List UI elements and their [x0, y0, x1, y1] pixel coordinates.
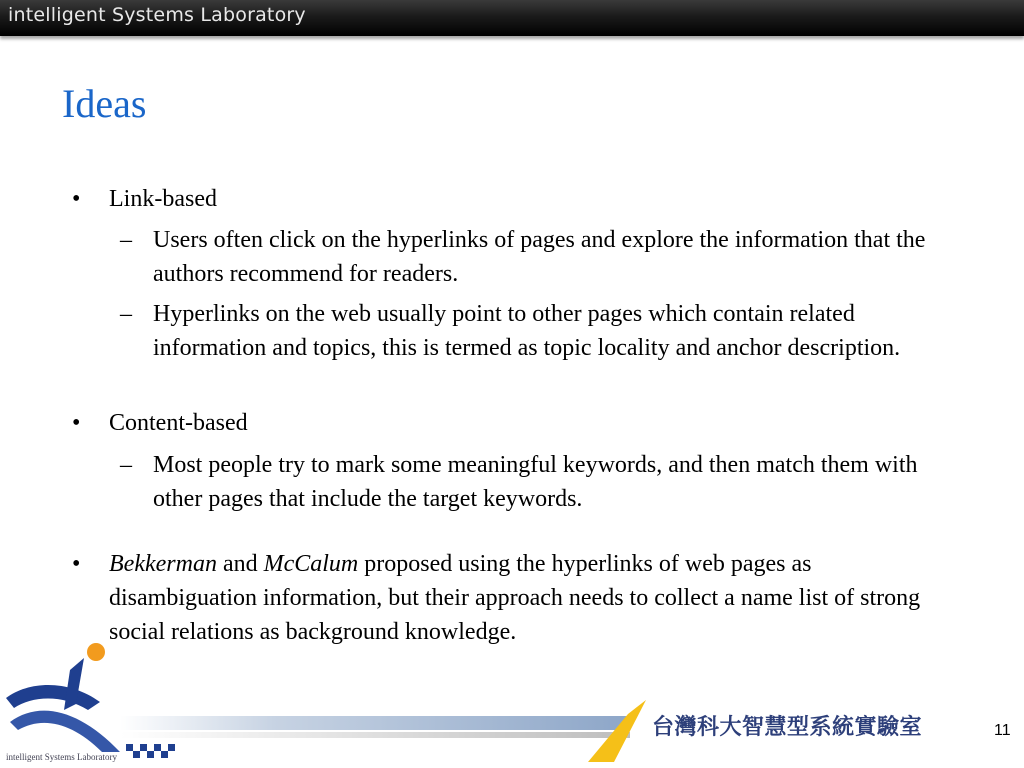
- bullet-text: Content-based: [109, 410, 248, 436]
- footer-gradient-bar: [120, 716, 630, 730]
- header-bar: [0, 0, 1024, 36]
- sub-bullet-dash: –: [120, 452, 132, 478]
- author-bekkerman: Bekkerman: [109, 551, 217, 577]
- bullet-text: Link-based: [109, 186, 217, 212]
- logo-checker: [126, 744, 175, 758]
- logo-caption: intelligent Systems Laboratory: [6, 752, 117, 762]
- slide-title: Ideas: [62, 81, 147, 126]
- logo-swoosh-top: [6, 685, 100, 710]
- sub-bullet-item: [120, 448, 953, 516]
- bullet-item: [72, 406, 959, 440]
- logo-swoosh-bottom: [10, 711, 120, 752]
- sub-bullet-dash: –: [120, 227, 132, 253]
- page-number: 11: [994, 722, 1011, 739]
- header-title: intelligent Systems Laboratory: [8, 4, 306, 26]
- footer-gradient-bar-secondary: [120, 732, 630, 738]
- lab-logo: [0, 640, 190, 768]
- sub-bullet-item: [120, 297, 953, 365]
- sub-bullet-text: Users often click on the hyperlinks of pages and explore the information that the authors recommend for readers.: [153, 227, 926, 287]
- author-mccalum: McCalum: [263, 551, 359, 577]
- text-remainder: proposed using the hyperlinks of web pages as disambiguation information, but their approach needs to collect a name list of strong social relations as background knowledge.: [109, 551, 921, 645]
- footer-wedge: [588, 700, 648, 762]
- sub-bullet-text: Most people try to mark some meaningful keywords, and then match them with other pages that include the target keywords.: [153, 452, 918, 512]
- bullet-text: [109, 547, 959, 649]
- sub-bullet-item: [120, 223, 953, 291]
- bullet-item: [72, 547, 959, 649]
- bullet-dot: •: [72, 551, 81, 577]
- sub-bullet-dash: –: [120, 301, 132, 327]
- sub-bullet-text: Hyperlinks on the web usually point to other pages which contain related information and topics, this is termed as topic locality and anchor description.: [153, 301, 901, 361]
- footer-wedge-shape: [588, 700, 646, 762]
- logo-orange-dot: [87, 643, 105, 661]
- lab-name: 台灣科大智慧型系統實驗室: [652, 715, 923, 740]
- bullet-dot: •: [72, 410, 81, 436]
- bullet-item: [72, 182, 959, 216]
- text-and: and: [216, 551, 264, 577]
- bullet-dot: •: [72, 186, 81, 212]
